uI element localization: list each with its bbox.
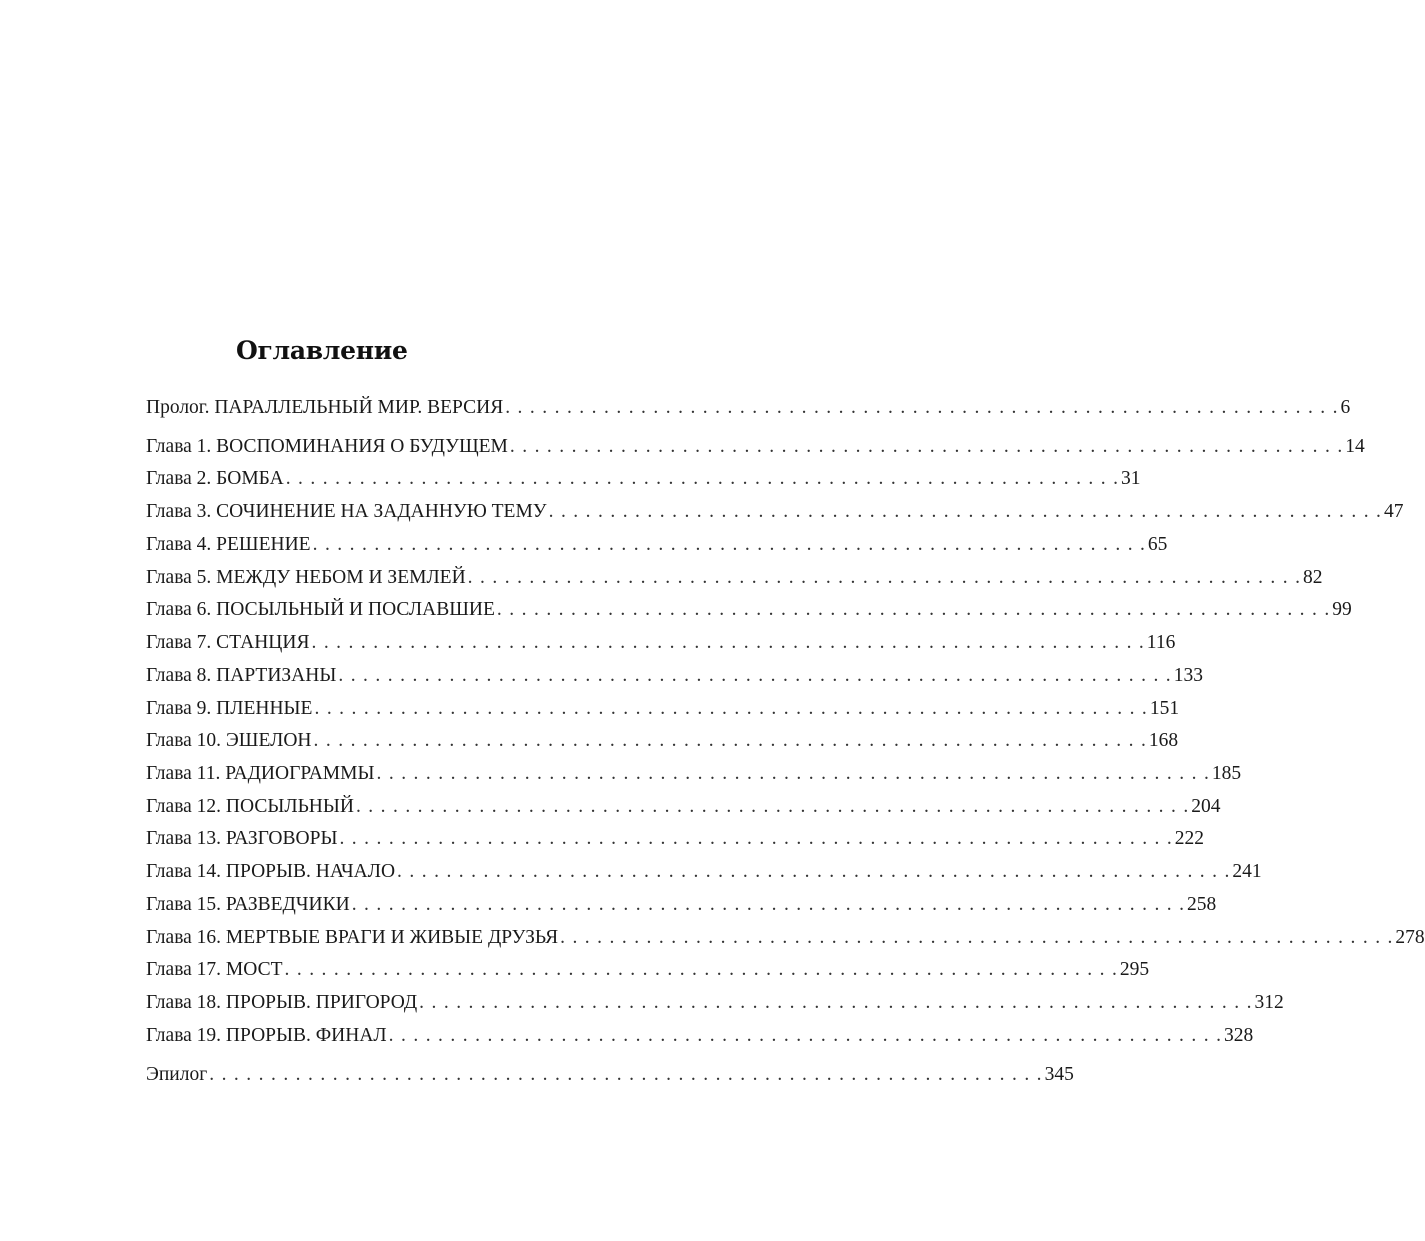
toc-entry-chapter-6[interactable] <box>146 595 1352 625</box>
toc-entry-chapter-17[interactable] <box>146 955 1150 985</box>
toc-entry-chapter-12[interactable] <box>146 792 1221 822</box>
entry-label: Пролог. ПАРАЛЛЕЛЬНЫЙ МИР. ВЕРСИЯ <box>146 397 504 418</box>
entry-label: Глава 13. РАЗГОВОРЫ <box>146 828 338 849</box>
dot-leader <box>313 530 1145 560</box>
page-number: 133 <box>1173 665 1203 686</box>
page-number: 99 <box>1332 599 1352 620</box>
entry-label: Глава 9. ПЛЕННЫЕ <box>146 698 313 719</box>
entry-label: Глава 4. РЕШЕНИЕ <box>146 534 311 555</box>
page-number: 65 <box>1147 534 1168 555</box>
page-number: 241 <box>1232 861 1262 882</box>
dot-leader <box>560 923 1392 953</box>
page-number: 328 <box>1223 1025 1254 1046</box>
dot-leader <box>389 1021 1221 1051</box>
page-title: Оглавление <box>236 336 408 365</box>
entry-label: Глава 3. СОЧИНЕНИЕ НА ЗАДАННУЮ ТЕМУ <box>146 501 547 522</box>
toc-entry-chapter-2[interactable] <box>146 464 1141 494</box>
dot-leader <box>339 824 1171 854</box>
dot-leader <box>510 432 1342 462</box>
toc-entry-chapter-8[interactable] <box>146 661 1203 691</box>
entry-label: Глава 5. МЕЖДУ НЕБОМ И ЗЕМЛЕЙ <box>146 567 466 588</box>
entry-label: Глава 10. ЭШЕЛОН <box>146 730 312 751</box>
page-number: 6 <box>1340 397 1351 418</box>
dot-leader <box>419 988 1251 1018</box>
page-number: 47 <box>1383 501 1404 522</box>
entry-label: Глава 8. ПАРТИЗАНЫ <box>146 665 337 686</box>
entry-label: Глава 2. БОМБА <box>146 468 284 489</box>
toc-entry-chapter-1[interactable] <box>146 432 1365 462</box>
dot-leader <box>505 393 1337 423</box>
toc-entry-chapter-9[interactable] <box>146 694 1180 724</box>
dot-leader <box>497 595 1329 625</box>
dot-leader <box>209 1060 1041 1090</box>
page-number: 116 <box>1146 632 1176 653</box>
toc-entry-chapter-10[interactable] <box>146 726 1179 756</box>
entry-label: Глава 15. РАЗВЕДЧИКИ <box>146 894 350 915</box>
entry-label: Глава 1. ВОСПОМИНАНИЯ О БУДУЩЕМ <box>146 436 508 457</box>
dot-leader <box>311 628 1143 658</box>
toc-entry-chapter-13[interactable] <box>146 824 1205 854</box>
toc-entry-chapter-14[interactable] <box>146 857 1262 887</box>
dot-leader <box>314 694 1146 724</box>
page-number: 151 <box>1149 698 1180 719</box>
dot-leader <box>356 792 1188 822</box>
dot-leader <box>338 661 1170 691</box>
entry-label: Глава 11. РАДИОГРАММЫ <box>146 763 375 784</box>
toc-entry-chapter-5[interactable] <box>146 563 1323 593</box>
page-number: 222 <box>1174 828 1205 849</box>
entry-label: Эпилог <box>146 1064 208 1085</box>
entry-label: Глава 18. ПРОРЫВ. ПРИГОРОД <box>146 992 418 1013</box>
page-number: 258 <box>1187 894 1217 915</box>
entry-label: Глава 19. ПРОРЫВ. ФИНАЛ <box>146 1025 387 1046</box>
entry-label: Глава 17. МОСТ <box>146 959 283 980</box>
dot-leader <box>397 857 1229 887</box>
page-number: 278 <box>1395 927 1425 948</box>
dot-leader <box>314 726 1146 756</box>
entry-label: Глава 7. СТАНЦИЯ <box>146 632 310 653</box>
toc-entry-prologue[interactable] <box>146 393 1351 423</box>
page-number: 204 <box>1191 796 1221 817</box>
toc-entry-chapter-15[interactable] <box>146 890 1217 920</box>
entry-label: Глава 12. ПОСЫЛЬНЫЙ <box>146 796 354 817</box>
page-number: 185 <box>1211 763 1242 784</box>
toc-entry-chapter-19[interactable] <box>146 1021 1254 1051</box>
toc-entry-chapter-7[interactable] <box>146 628 1176 658</box>
page-number: 82 <box>1303 567 1323 588</box>
dot-leader <box>549 497 1381 527</box>
page-number: 312 <box>1254 992 1284 1013</box>
dot-leader <box>285 955 1117 985</box>
page-number: 345 <box>1044 1064 1074 1085</box>
dot-leader <box>468 563 1300 593</box>
toc-entry-chapter-16[interactable] <box>146 923 1425 953</box>
page-number: 14 <box>1345 436 1365 457</box>
toc-entry-epilogue[interactable] <box>146 1060 1074 1090</box>
page-number: 295 <box>1119 959 1150 980</box>
dot-leader <box>377 759 1209 789</box>
dot-leader <box>352 890 1184 920</box>
toc-entry-chapter-3[interactable] <box>146 497 1404 527</box>
entry-label: Глава 16. МЕРТВЫЕ ВРАГИ И ЖИВЫЕ ДРУЗЬЯ <box>146 927 559 948</box>
page-number: 168 <box>1148 730 1179 751</box>
toc-entry-chapter-4[interactable] <box>146 530 1168 560</box>
toc-entry-chapter-11[interactable] <box>146 759 1242 789</box>
entry-label: Глава 14. ПРОРЫВ. НАЧАЛО <box>146 861 396 882</box>
dot-leader <box>286 464 1118 494</box>
toc-entry-chapter-18[interactable] <box>146 988 1284 1018</box>
entry-label: Глава 6. ПОСЫЛЬНЫЙ И ПОСЛАВШИЕ <box>146 599 495 620</box>
page-number: 31 <box>1121 468 1141 489</box>
